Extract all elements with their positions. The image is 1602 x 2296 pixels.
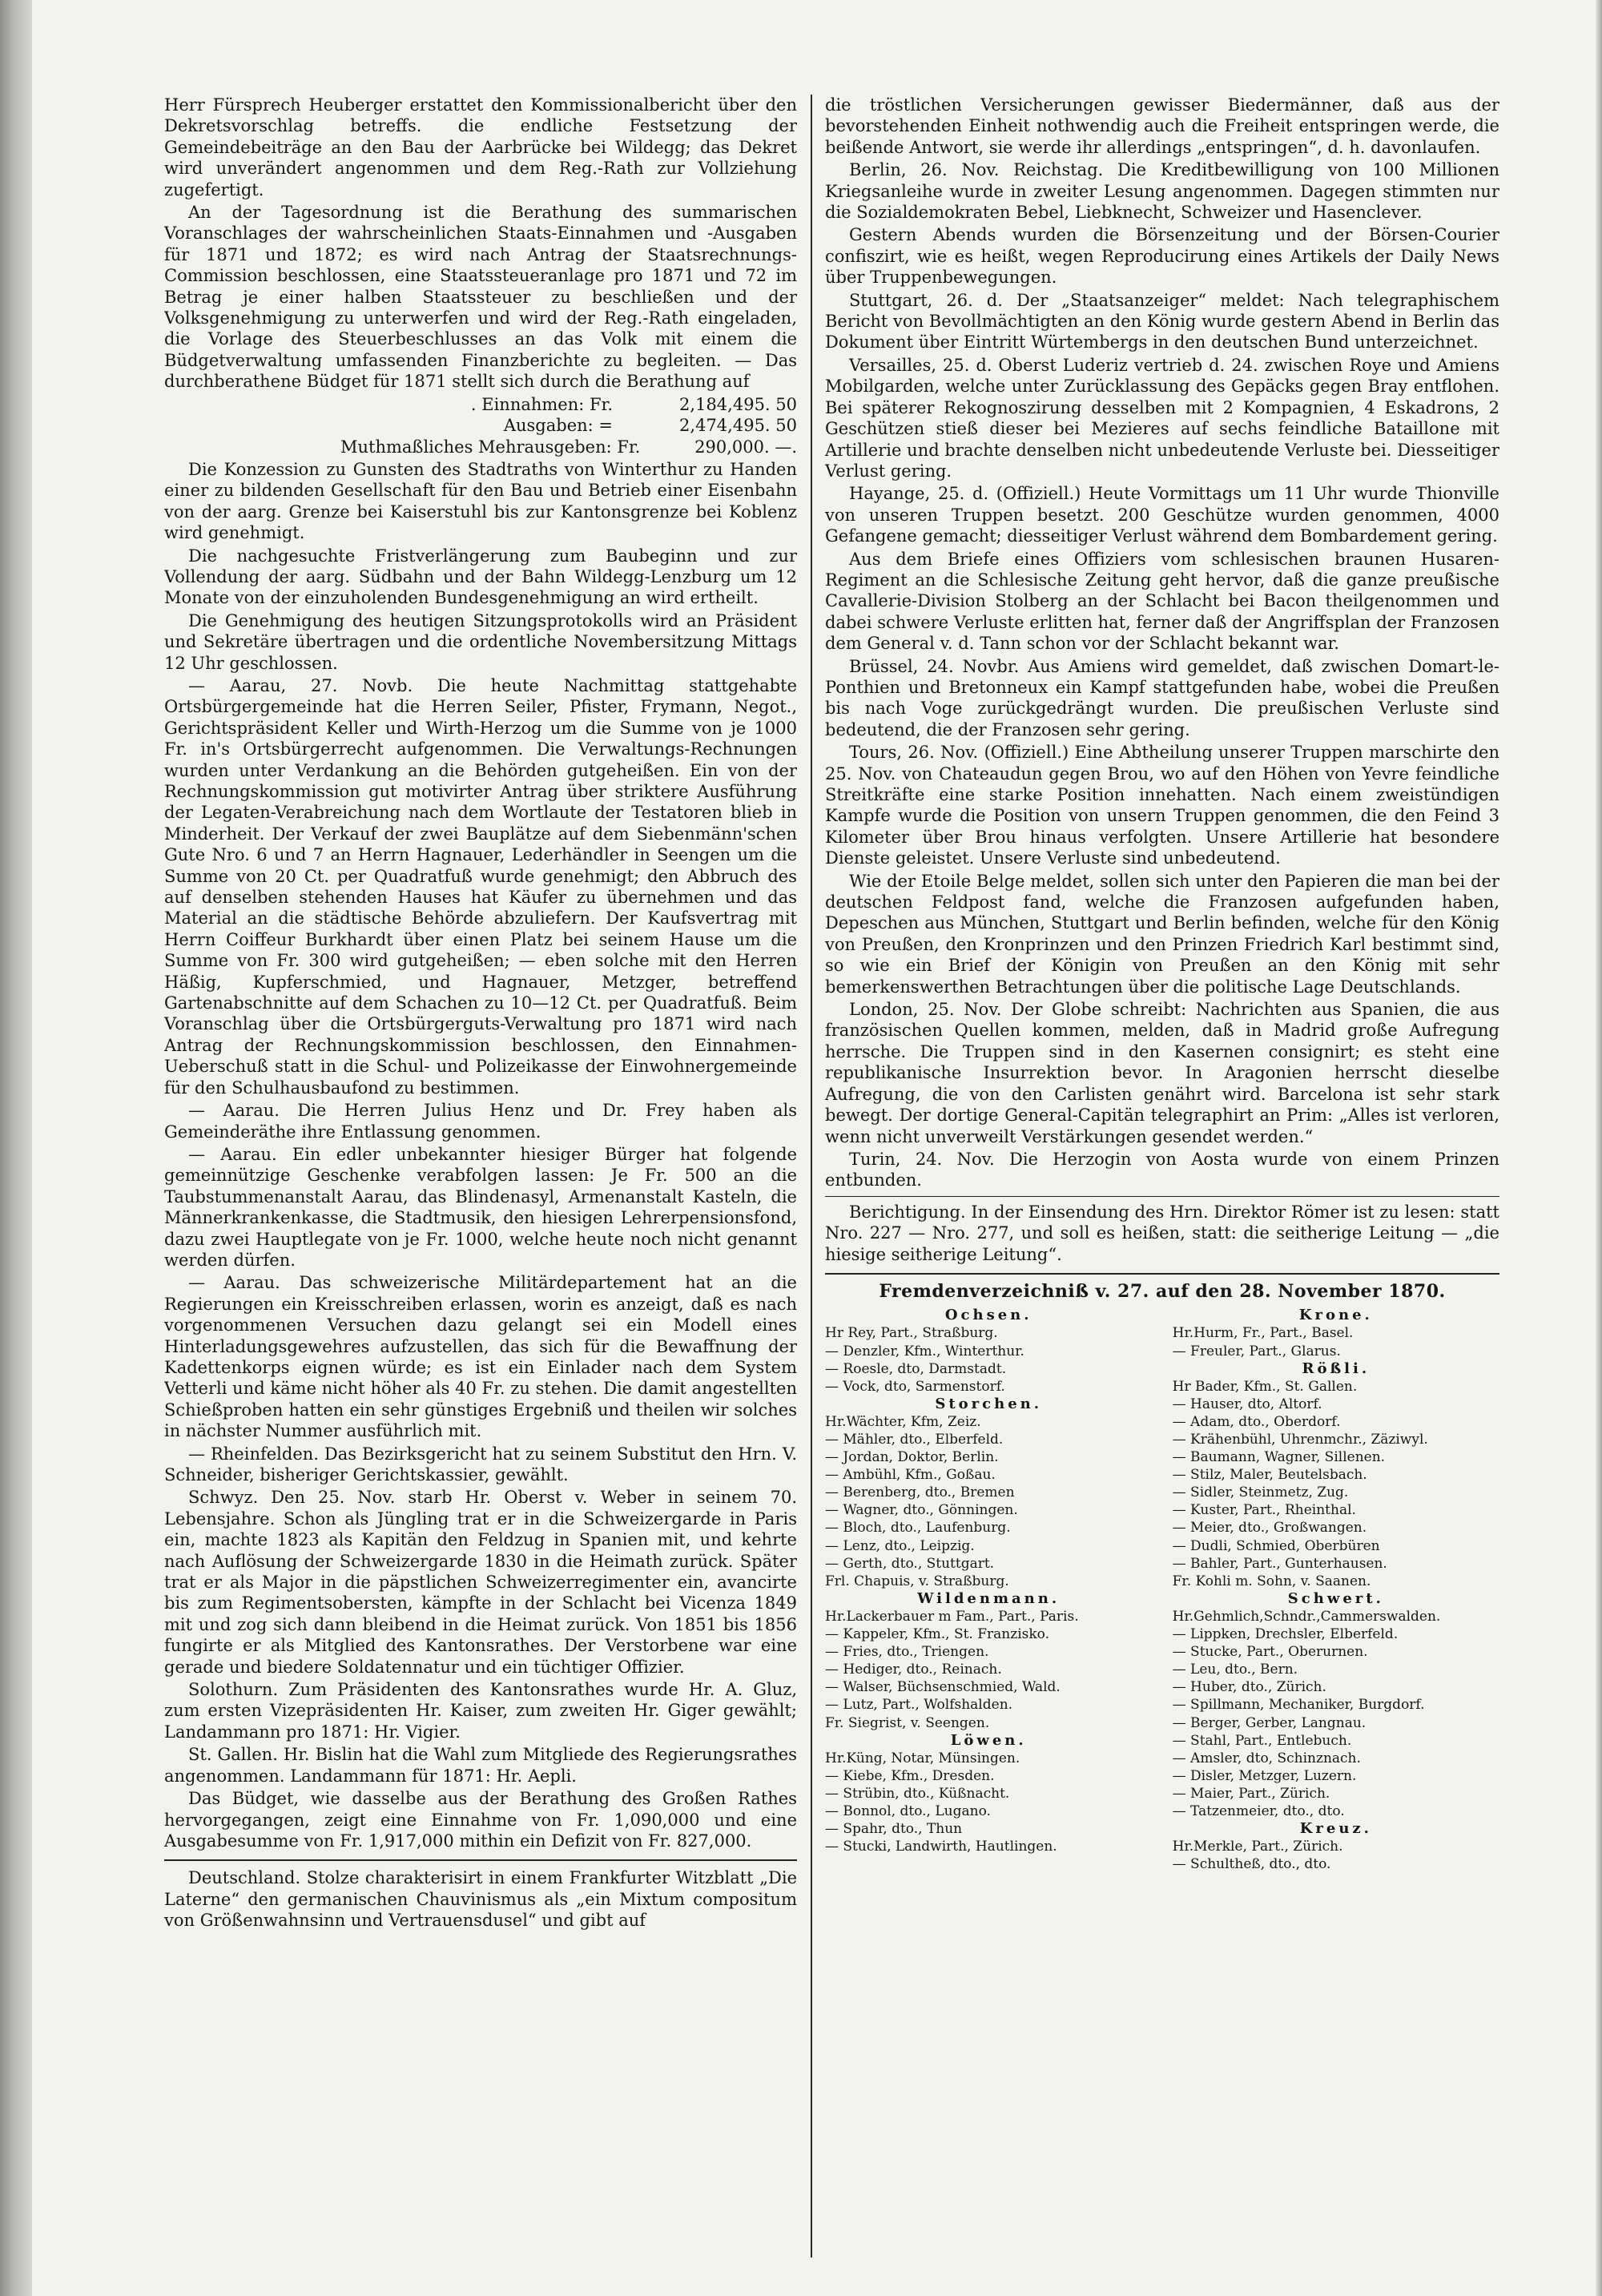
article-paragraph: Die nachgesuchte Fristverlängerung zum Baubeginn und zur Vollendung der aarg. Südbahn und der Bahn Wildegg-Lenzburg um 12 Monate von der einzuholenden Bundesgenehmigung an wird ertheilt. xyxy=(164,546,797,608)
page-edge-shadow xyxy=(1596,0,1602,2296)
guest-entry: — Berger, Gerber, Langnau. xyxy=(1172,1714,1367,1731)
guest-register xyxy=(825,1307,1499,1873)
guest-entry: Hr.Wächter, Kfm, Zeiz. xyxy=(825,1413,981,1430)
section-divider xyxy=(825,1196,1499,1197)
guest-entry: — Huber, dto., Zürich. xyxy=(1172,1679,1326,1696)
guest-entry: — Fries, dto., Triengen. xyxy=(825,1644,989,1661)
guest-entry: — Tatzenmeier, dto., dto. xyxy=(1172,1803,1345,1819)
guest-entry: — Lutz, Part., Wolfshalden. xyxy=(825,1697,1013,1714)
guest-entry: Hr.Küng, Notar, Münsingen. xyxy=(825,1750,1020,1766)
guest-entry: — Vock, dto, Sarmenstorf. xyxy=(825,1378,1005,1395)
guest-entry: Hr Rey, Part., Straßburg. xyxy=(825,1325,998,1342)
article-paragraph: Versailles, 25. d. Oberst Luderiz vertrieb d. 24. zwischen Roye und Amiens Mobilgarden, welche unter Zurücklassung des Gepäcks gegen Bray entflohen. Bei späterer Rekognoszirung desselben mit 2 Kompagnien, 4 Eskadrons, 2 Geschützen stieß dieser bei Mezieres auf sechs feindliche Bataillone mit Artillerie und brachte denselben nicht unbedeutende Verluste bei. Diesseitiger Verlust gering. xyxy=(825,355,1499,481)
guest-entry: — Maier, Part., Zürich. xyxy=(1172,1785,1330,1802)
article-paragraph: Aus dem Briefe eines Offiziers vom schlesischen braunen Husaren-Regiment an die Schlesische Zeitung geht hervor, daß die ganze preußische Cavallerie-Division Stolberg an der Schlacht bei Bacon theilgenommen und dabei schwere Verluste erlitten hat, ferner daß der Angriffsplan der Franzosen dem General v. d. Tann schon vor der Schlacht bekannt war. xyxy=(825,549,1499,654)
guest-entry: — Jordan, Doktor, Berlin. xyxy=(825,1449,999,1466)
article-paragraph: Brüssel, 24. Novbr. Aus Amiens wird gemeldet, daß zwischen Domart-le-Ponthien und Bretonneux ein Kampf stattgefunden habe, wobei die Preußen bis nach Voge zurückgedrängt wurden. Die preußischen Verluste sind bedeutend, die der Franzosen sehr gering. xyxy=(825,656,1499,739)
article-paragraph: Die Genehmigung des heutigen Sitzungsprotokolls wird an Präsident und Sekretäre übertragen und die ordentliche Novembersitzung Mittags 12 Uhr geschlossen. xyxy=(164,610,797,673)
guest-entry: — Lippken, Drechsler, Elberfeld. xyxy=(1172,1626,1399,1643)
guest-entry: — Spahr, dto., Thun xyxy=(825,1821,963,1838)
section-divider xyxy=(825,1273,1499,1275)
article-paragraph: Herr Fürsprech Heuberger erstattet den Kommissionalbericht über den Dekretsvorschlag betreffs. die endliche Festsetzung der Gemeindebeiträge an den Bau der Aarbrücke bei Wildegg; das Dekret wird unverändert angenommen und dem Reg.-Rath zur Vollziehung zugefertigt. xyxy=(164,95,797,199)
hotel-name: Kreuz. xyxy=(1299,1820,1372,1838)
guest-entry: Hr.Hurm, Fr., Part., Basel. xyxy=(1172,1325,1354,1342)
guest-entry: — Berenberg, dto., Bremen xyxy=(825,1484,1015,1501)
guest-register-left xyxy=(825,1307,1152,1873)
guest-entry: — Hediger, dto., Reinach. xyxy=(825,1662,1002,1678)
guest-entry: — Dudli, Schmied, Oberbüren xyxy=(1172,1537,1380,1554)
guest-entry: — Leu, dto., Bern. xyxy=(1172,1662,1298,1678)
guest-entry: — Kappeler, Kfm., St. Franzisko. xyxy=(825,1626,1050,1643)
guest-entry: — Hauser, dto, Altorf. xyxy=(1172,1396,1322,1412)
guest-entry: — Amsler, dto, Schinznach. xyxy=(1172,1750,1361,1766)
guest-entry: — Lenz, dto., Leipzig. xyxy=(825,1537,975,1554)
guest-entry: Fr. Siegrist, v. Seengen. xyxy=(825,1714,990,1731)
article-paragraph: — Aarau. Ein edler unbekannter hiesiger Bürger hat folgende gemeinnützige Geschenke verabfolgen lassen: Je Fr. 500 an die Taubstummenanstalt Aarau, das Blindenasyl, Armenanstalt Kasteln, die Männerkrankenkasse, die Stadtmusik, den hiesigen Lehrerpensionsfond, dazu zwei Hauptlegate von je Fr. 1000, welche heute noch nicht genannt werden dürfen. xyxy=(164,1144,797,1270)
guest-entry: — Bloch, dto., Laufenburg. xyxy=(825,1520,1011,1537)
guest-entry: — Stucke, Part., Oberurnen. xyxy=(1172,1644,1368,1661)
guest-entry: — Strübin, dto., Küßnacht. xyxy=(825,1785,1010,1802)
guest-entry: — Kiebe, Kfm., Dresden. xyxy=(825,1767,995,1784)
article-paragraph: An der Tagesordnung ist die Berathung des summarischen Voranschlages der wahrscheinlichen Staats-Einnahmen und -Ausgaben für 1871 und 1872; es wird nach Antrag der Staatsrechnungs-Commission beschlossen, eine Staatssteueranlage pro 1871 und 72 im Betrag je einer halben Staatssteuer zu beschließen und der Volksgenehmigung zu unterwerfen und wird der Reg.-Rath eingeladen, die Vorlage des Steuerbeschlusses an das Volk mit einem die Büdgetverwaltung umfassenden Finanzberichte zu begleiten. — Das durchberathene Büdget für 1871 stellt sich durch die Berathung auf xyxy=(164,203,797,392)
article-paragraph: Berlin, 26. Nov. Reichstag. Die Kreditbewilligung von 100 Millionen Kriegsanleihe wurde in zweiter Lesung angenommen. Dagegen stimmten nur die Sozialdemokraten Bebel, Liebknecht, Schweizer und Hasenclever. xyxy=(825,160,1499,223)
guest-entry: Frl. Chapuis, v. Straßburg. xyxy=(825,1573,1009,1589)
guest-entry: — Disler, Metzger, Luzern. xyxy=(1172,1767,1357,1784)
article-paragraph: Solothurn. Zum Präsidenten des Kantonsrathes wurde Hr. A. Gluz, zum ersten Vizepräsidenten Hr. Kaiser, zum zweiten Hr. Giger gewählt; Landammann pro 1871: Hr. Vigier. xyxy=(164,1680,797,1742)
article-paragraph: — Aarau, 27. Novb. Die heute Nachmittag stattgehabte Ortsbürgergemeinde hat die Herren Seiler, Pfister, Frymann, Negot., Gerichtspräsident Keller und Wirth-Herzog um die Summe von je 1000 Fr. in's Ortsbürgerrecht aufgenommen. Die Verwaltungs-Rechnungen wurden unter Verdankung an die Behörden gutgeheißen. Ein von der Rechnungskommission gut motivirter Antrag über striktere Ausführung der Legaten-Verabreichung nach dem Wortlaute der Testatoren blieb in Minderheit. Der Verkauf der zwei Bauplätze auf dem Siebenmänn'schen Gute Nro. 6 und 7 an Herrn Hagnauer, Lederhändler in Seengen um die Summe von 20 Ct. per Quadratfuß wurde genehmigt; den Abbruch des auf denselben stehenden Hauses hat Käufer zu übernehmen und das Material an die städtische Behörde abzuliefern. Der Kaufsvertrag mit Herrn Coiffeur Burkhardt über einen Platz bei seinem Hause um die Summe von Fr. 300 wird gutgeheißen; — eben solche mit den Herren Häßig, Kupferschmied, und Hagnauer, Metzger, betreffend Gartenabschnitte auf dem Schachen zu 10—12 Ct. per Quadratfuß. Beim Voranschlag über die Ortsbürgerguts-Verwaltung pro 1871 wird nach Antrag der Rechnungskommission beschlossen, den Einnahmen-Ueberschuß statt in die Schul- und Polizeikasse der Einwohnergemeinde für den Schulhausbaufond zu bestimmen. xyxy=(164,675,797,1098)
income-value: 2,184,495. 50 xyxy=(679,394,797,414)
article-paragraph: Deutschland. Stolze charakterisirt in einem Frankfurter Witzblatt „Die Laterne“ den germanischen Chauvinismus als „ein Mixtum compositum von Größenwahnsinn und Vertrauensdusel“ und gibt auf xyxy=(164,1868,797,1931)
article-paragraph: die tröstlichen Versicherungen gewisser Biedermänner, daß aus der bevorstehenden Einheit nothwendig auch die Freiheit entspringen werde, die beißende Antwort, sie werde ihr allerdings „entspringen“, d. h. davonlaufen. xyxy=(825,95,1499,157)
guest-entry: — Ambühl, Kfm., Goßau. xyxy=(825,1467,996,1484)
page-binding-shadow xyxy=(0,0,32,2296)
article-paragraph: — Rheinfelden. Das Bezirksgericht hat zu seinem Substitut den Hrn. V. Schneider, bisheriger Gerichtskassier, gewählt. xyxy=(164,1444,797,1484)
guest-entry: Hr.Gehmlich,Schndr.,Cammerswalden. xyxy=(1172,1608,1441,1625)
correction-notice: Berichtigung. In der Einsendung des Hrn. Direktor Römer ist zu lesen: statt Nro. 227 — Nro. 277, und soll es heißen, statt: die seitherige Leitung — „die hiesige seitherige Leitung“. xyxy=(825,1202,1499,1264)
hotel-name: Schwert. xyxy=(1287,1589,1384,1607)
guest-entry: — Freuler, Part., Glarus. xyxy=(1172,1343,1341,1359)
guest-entry: — Schultheß, dto., dto. xyxy=(1172,1856,1331,1873)
hotel-name: Rößli. xyxy=(1302,1359,1371,1377)
hotel-name: Storchen. xyxy=(935,1395,1042,1412)
guest-entry: Hr.Merkle, Part., Zürich. xyxy=(1172,1839,1343,1855)
article-paragraph: — Aarau. Die Herren Julius Henz und Dr. Frey haben als Gemeinderäthe ihre Entlassung genommen. xyxy=(164,1101,797,1142)
guest-entry: — Stilz, Maler, Beutelsbach. xyxy=(1172,1467,1367,1484)
guest-entry: — Roesle, dto, Darmstadt. xyxy=(825,1360,1007,1377)
hotel-name: Löwen. xyxy=(950,1731,1027,1749)
hotel-name: Wildenmann. xyxy=(917,1589,1061,1607)
guest-register-title: Fremdenverzeichniß v. 27. auf den 28. November 1870. xyxy=(879,1280,1446,1302)
article-paragraph: London, 25. Nov. Der Globe schreibt: Nachrichten aus Spanien, die aus französischen Quellen kommen, melden, daß in Madrid große Aufregung herrsche. Die Truppen sind in den Kasernen consignirt; es steht eine republikanische Insurrektion bevor. In Aragonien herrscht dieselbe Aufregung, die von den Carlisten genährt wird. Barcelona ist sehr stark bewegt. Der dortige General-Capitän telegraphirt an Prim: „Alles ist verloren, wenn nicht unverweilt Verstärkungen gesendet werden.“ xyxy=(825,1000,1499,1146)
article-paragraph: Gestern Abends wurden die Börsenzeitung und der Börsen-Courier confiszirt, wie es heißt, wegen Reproducirung eines Artikels der Daily News über Truppenbewegungen. xyxy=(825,225,1499,288)
guest-register-right xyxy=(1173,1307,1499,1873)
surplus-value: 290,000. —. xyxy=(694,437,797,457)
income-label: . Einnahmen: Fr. xyxy=(470,394,613,414)
guest-entry: — Stucki, Landwirth, Hautlingen. xyxy=(825,1839,1057,1855)
guest-entry: — Krähenbühl, Uhrenmchr., Zäziwyl. xyxy=(1172,1432,1428,1448)
article-paragraph: Tours, 26. Nov. (Offiziell.) Eine Abtheilung unserer Truppen marschirte den 25. Nov. von Chateaudun gegen Brou, wo auf den Höhen von Yevre feindliche Streitkräfte eine starke Position innehatten. Nach einem zweistündigen Kampfe wurde die Position von unsern Truppen genommen, die den Feind 3 Kilometer über Brou hinaus verfolgten. Unsere Artillerie hat besondere Dienste geleistet. Unsere Verluste sind unbedeutend. xyxy=(825,743,1499,868)
right-column xyxy=(825,95,1499,2274)
guest-entry: Hr.Lackerbauer m Fam., Part., Paris. xyxy=(825,1608,1079,1625)
article-paragraph: Schwyz. Den 25. Nov. starb Hr. Oberst v. Weber in seinem 70. Lebensjahre. Schon als Jüngling trat er in die Schweizergarde in Paris ein, machte 1823 als Kapitän den Feldzug in Spanien mit, und kehrte nach Auflösung der Schweizergarde 1830 in die Heimath zurück. Später trat er als Major in die päpstlichen Schweizerregimenter ein, avancirte bis zum Regimentsobersten, kämpfte in der Schlacht bei Vicenza 1849 mit und zog sich dann bleibend in die Heimat zurück. Von 1851 bis 1856 fungirte er als Mitglied des Kantonsrathes. Der Verstorbene war eine gerade und biedere Soldatennatur und ein tüchtiger Offizier. xyxy=(164,1488,797,1677)
guest-entry: — Kuster, Part., Rheinthal. xyxy=(1172,1502,1356,1519)
guest-entry: Fr. Kohli m. Sohn, v. Saanen. xyxy=(1172,1573,1371,1589)
article-paragraph: Die Konzession zu Gunsten des Stadtraths von Winterthur zu Handen einer zu bildenden Gesellschaft für den Bau und Betrieb einer Eisenbahn von der aarg. Grenze bei Kaiserstuhl bis zur Kantonsgrenze bei Koblenz wird genehmigt. xyxy=(164,459,797,543)
column-divider xyxy=(811,95,812,2258)
guest-entry: — Bahler, Part., Gunterhausen. xyxy=(1172,1555,1387,1572)
hotel-name: Ochsen. xyxy=(944,1307,1032,1324)
guest-entry: — Gerth, dto., Stuttgart. xyxy=(825,1555,995,1572)
article-paragraph: — Aarau. Das schweizerische Militärdepartement hat an die Regierungen ein Kreisschreiben erlassen, worin es anzeigt, daß es nach vorgenommenen Versuchen dazu gelangt sei ein Modell eines Hinterladungsgewehres aufzustellen, das sich für die Bewaffnung der Kadettenkorps eignen würde; es ist ein Einlader nach dem System Vetterli und käme nicht höher als 40 Fr. zu stehen. Die damit angestellten Schießproben hatten ein sehr günstiges Ergebniß und theilen wir solches in nächster Nummer ausführlich mit. xyxy=(164,1273,797,1441)
surplus-label: Muthmaßliches Mehrausgeben: Fr. xyxy=(340,437,641,457)
guest-entry: — Baumann, Wagner, Sillenen. xyxy=(1172,1449,1386,1466)
article-paragraph: Hayange, 25. d. (Offiziell.) Heute Vormittags um 11 Uhr wurde Thionville von unseren Truppen besetzt. 200 Geschütze wurden genommen, 4000 Gefangene gemacht; diesseitiger Verlust während dem Bombardement gering. xyxy=(825,484,1499,546)
guest-entry: — Walser, Büchsenschmied, Wald. xyxy=(825,1679,1061,1696)
budget-summary xyxy=(164,394,797,457)
expense-value: 2,474,495. 50 xyxy=(679,416,797,436)
guest-entry: — Stahl, Part., Entlebuch. xyxy=(1172,1732,1352,1749)
guest-entry: — Mähler, dto., Elberfeld. xyxy=(825,1432,1004,1448)
guest-entry: — Wagner, dto., Gönningen. xyxy=(825,1502,1018,1519)
article-paragraph: Wie der Etoile Belge meldet, sollen sich unter den Papieren die man bei der deutschen Feldpost fand, welche die Franzosen aufgefunden haben, Depeschen aus München, Stuttgart und Berlin befinden, welche für den König von Preußen, den Kronprinzen und den Prinzen Friedrich Karl bestimmt sind, so wie ein Brief der Königin von Preußen an den König mit sehr bemerkenswerthen Betrachtungen über die politische Lage Deutschlands. xyxy=(825,871,1499,997)
section-divider xyxy=(164,1859,797,1861)
hotel-name: Krone. xyxy=(1298,1307,1373,1324)
expense-label: Ausgaben: = xyxy=(503,416,613,436)
guest-entry: — Adam, dto., Oberdorf. xyxy=(1172,1413,1341,1430)
guest-entry: — Spillmann, Mechaniker, Burgdorf. xyxy=(1172,1697,1425,1714)
article-paragraph: Turin, 24. Nov. Die Herzogin von Aosta wurde von einem Prinzen entbunden. xyxy=(825,1149,1499,1190)
article-paragraph: Das Büdget, wie dasselbe aus der Berathung des Großen Rathes hervorgegangen, zeigt eine Einnahme von Fr. 1,090,000 und eine Ausgabesumme von Fr. 1,917,000 mithin ein Defizit von Fr. 827,000. xyxy=(164,1789,797,1851)
left-column xyxy=(164,95,797,2274)
guest-entry: — Denzler, Kfm., Winterthur. xyxy=(825,1343,1024,1359)
guest-entry: Hr Bader, Kfm., St. Gallen. xyxy=(1172,1378,1358,1395)
article-paragraph: St. Gallen. Hr. Bislin hat die Wahl zum Mitgliede des Regierungsrathes angenommen. Landammann für 1871: Hr. Aepli. xyxy=(164,1745,797,1786)
guest-entry: — Sidler, Steinmetz, Zug. xyxy=(1172,1484,1349,1501)
guest-entry: — Meier, dto., Großwangen. xyxy=(1172,1520,1367,1537)
guest-entry: — Bonnol, dto., Lugano. xyxy=(825,1803,991,1819)
article-paragraph: Stuttgart, 26. d. Der „Staatsanzeiger“ meldet: Nach telegraphischem Bericht von Bevollmächtigten an den König wurde gestern Abend in Berlin das Dokument über Eintritt Würtembergs in den deutschen Bund unterzeichnet. xyxy=(825,290,1499,352)
